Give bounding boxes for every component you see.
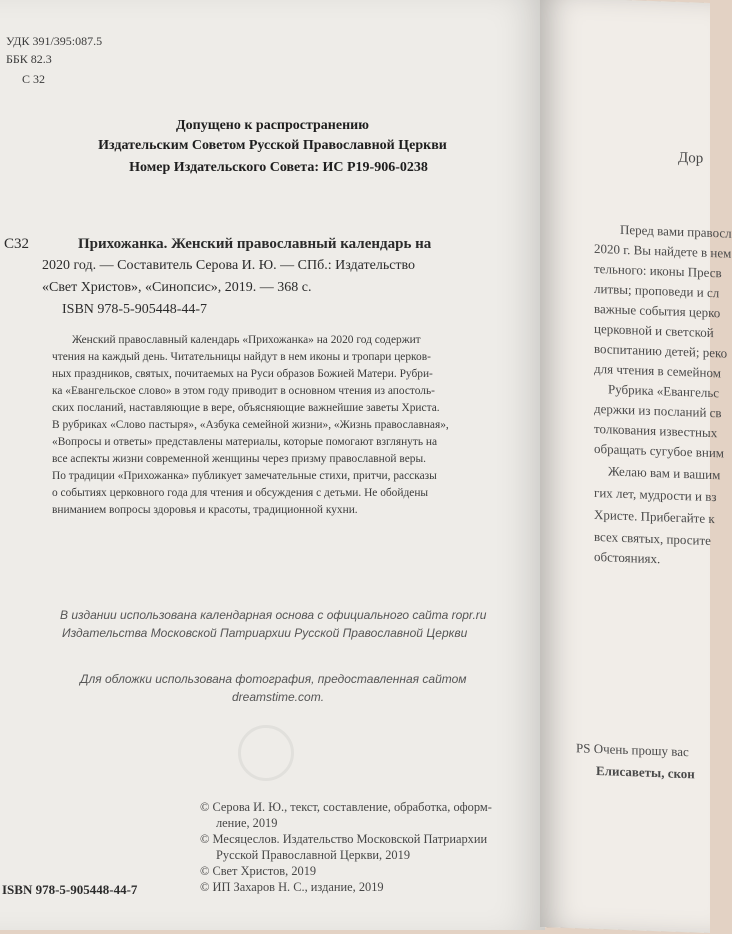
bottom-isbn: ISBN 978-5-905448-44-7 [2,882,138,897]
right-page-line: тельного: иконы Пресв [594,260,722,281]
right-page-line: церковной и светской [594,320,714,341]
udk-code: УДК 391/395:087.5 [6,34,103,48]
approval-line-1: Допущено к распространению [176,118,369,133]
copyright-line-2: © Месяцеслов. Издательство Московской Патриархии [200,832,488,846]
catalog-line-3: «Свет Христов», «Синопсис», 2019. — 368 с. [42,280,312,295]
annotation-line: все аспекты жизни современной женщины через призму православной веры. [52,453,426,465]
copyright-line-2b: Русской Православной Церкви, 2019 [216,848,411,862]
right-page [540,0,732,933]
catalog-line-2: 2020 год. — Составитель Серова И. Ю. — СПб.: Издательство [42,258,416,273]
right-page-line: обстояниях. [594,548,661,567]
approval-line-2: Издательским Советом Русской Православной Церкви [98,138,447,153]
bbk-code: ББК 82.3 [6,52,52,66]
annotation-line: По традиции «Прихожанка» публикует замечательные стихи, притчи, рассказы [52,470,437,482]
right-page-line: толкования известных [594,420,718,441]
copyright-line-1b: ление, 2019 [216,816,278,830]
publisher-seal-icon [238,725,294,781]
annotation-line: Женский православный календарь «Прихожанка» на 2020 год содержит [72,334,421,346]
ps-line-2: Елисаветы, скон [596,762,695,782]
right-page-line: Рубрика «Евангельс [608,381,720,401]
right-page-line: для чтения в семейном [594,360,721,381]
catalog-isbn: ISBN 978-5-905448-44-7 [62,302,208,317]
annotation-line: ских посланий, наставляющие в вере, объясняющие важнейшие заветы Христа. [52,402,440,414]
annotation-line: ных праздников, святых, почитаемых на Руси образов Божией Матери. Рубри- [52,368,433,380]
right-page-line: обращать сугубое вним [594,440,725,461]
right-page-line: 2020 г. Вы найдете в нем [594,240,732,261]
right-page-title: Дор [678,149,704,167]
right-page-line: воспитанию детей; реко [594,340,728,361]
calendar-note-2: Издательства Московской Патриархии Русской Православной Церкви [62,626,468,640]
author-sign: С 32 [22,72,46,86]
right-page-line: Перед вами правосл [620,221,732,241]
right-page-line: Христе. Прибегайте к [594,506,715,527]
cover-note-2: dreamstime.com. [232,690,325,704]
right-page-line: важные события церко [594,300,721,321]
calendar-note-1: В издании использована календарная основа с официального сайта ropr.ru [60,608,487,622]
annotation-line: о событиях церковного года для чтения и обсуждения с детьми. Не обойдены [52,487,429,499]
annotation-line: В рубриках «Слово пастыря», «Азбука семейной жизни», «Жизнь православная», [52,419,449,431]
approval-line-3: Номер Издательского Совета: ИС Р19-906-0238 [129,160,428,175]
cover-note-1: Для обложки использована фотография, предоставленная сайтом [80,672,467,686]
catalog-code: С32 [4,236,30,252]
right-page-line: литвы; проповеди и сл [594,280,720,301]
right-page-line: Желаю вам и вашим [608,463,721,483]
annotation-line: чтения на каждый день. Читательницы найдут в нем иконы и тропари церков- [52,351,431,363]
annotation-line: вниманием вопросы здоровья и красоты, традиционной кухни. [52,504,358,516]
right-page-line: всех святых, просите [594,528,711,549]
ps-line-1: PS Очень прошу вас [576,740,689,760]
copyright-line-1: © Серова И. Ю., текст, составление, обработка, оформ- [200,800,492,814]
right-page-line: гих лет, мудрости и вз [594,484,717,505]
right-page-line: держки из посланий св [594,400,722,421]
copyright-line-4: © ИП Захаров Н. С., издание, 2019 [200,880,384,894]
catalog-title: Прихожанка. Женский православный календарь на [78,236,432,252]
annotation-line: «Вопросы и ответы» представлены материалы, которые помогают взглянуть на [52,436,438,448]
copyright-line-3: © Свет Христов, 2019 [200,864,317,878]
annotation-line: ка «Евангельское слово» в этом году приводит в основном чтения из апостоль- [52,385,435,397]
